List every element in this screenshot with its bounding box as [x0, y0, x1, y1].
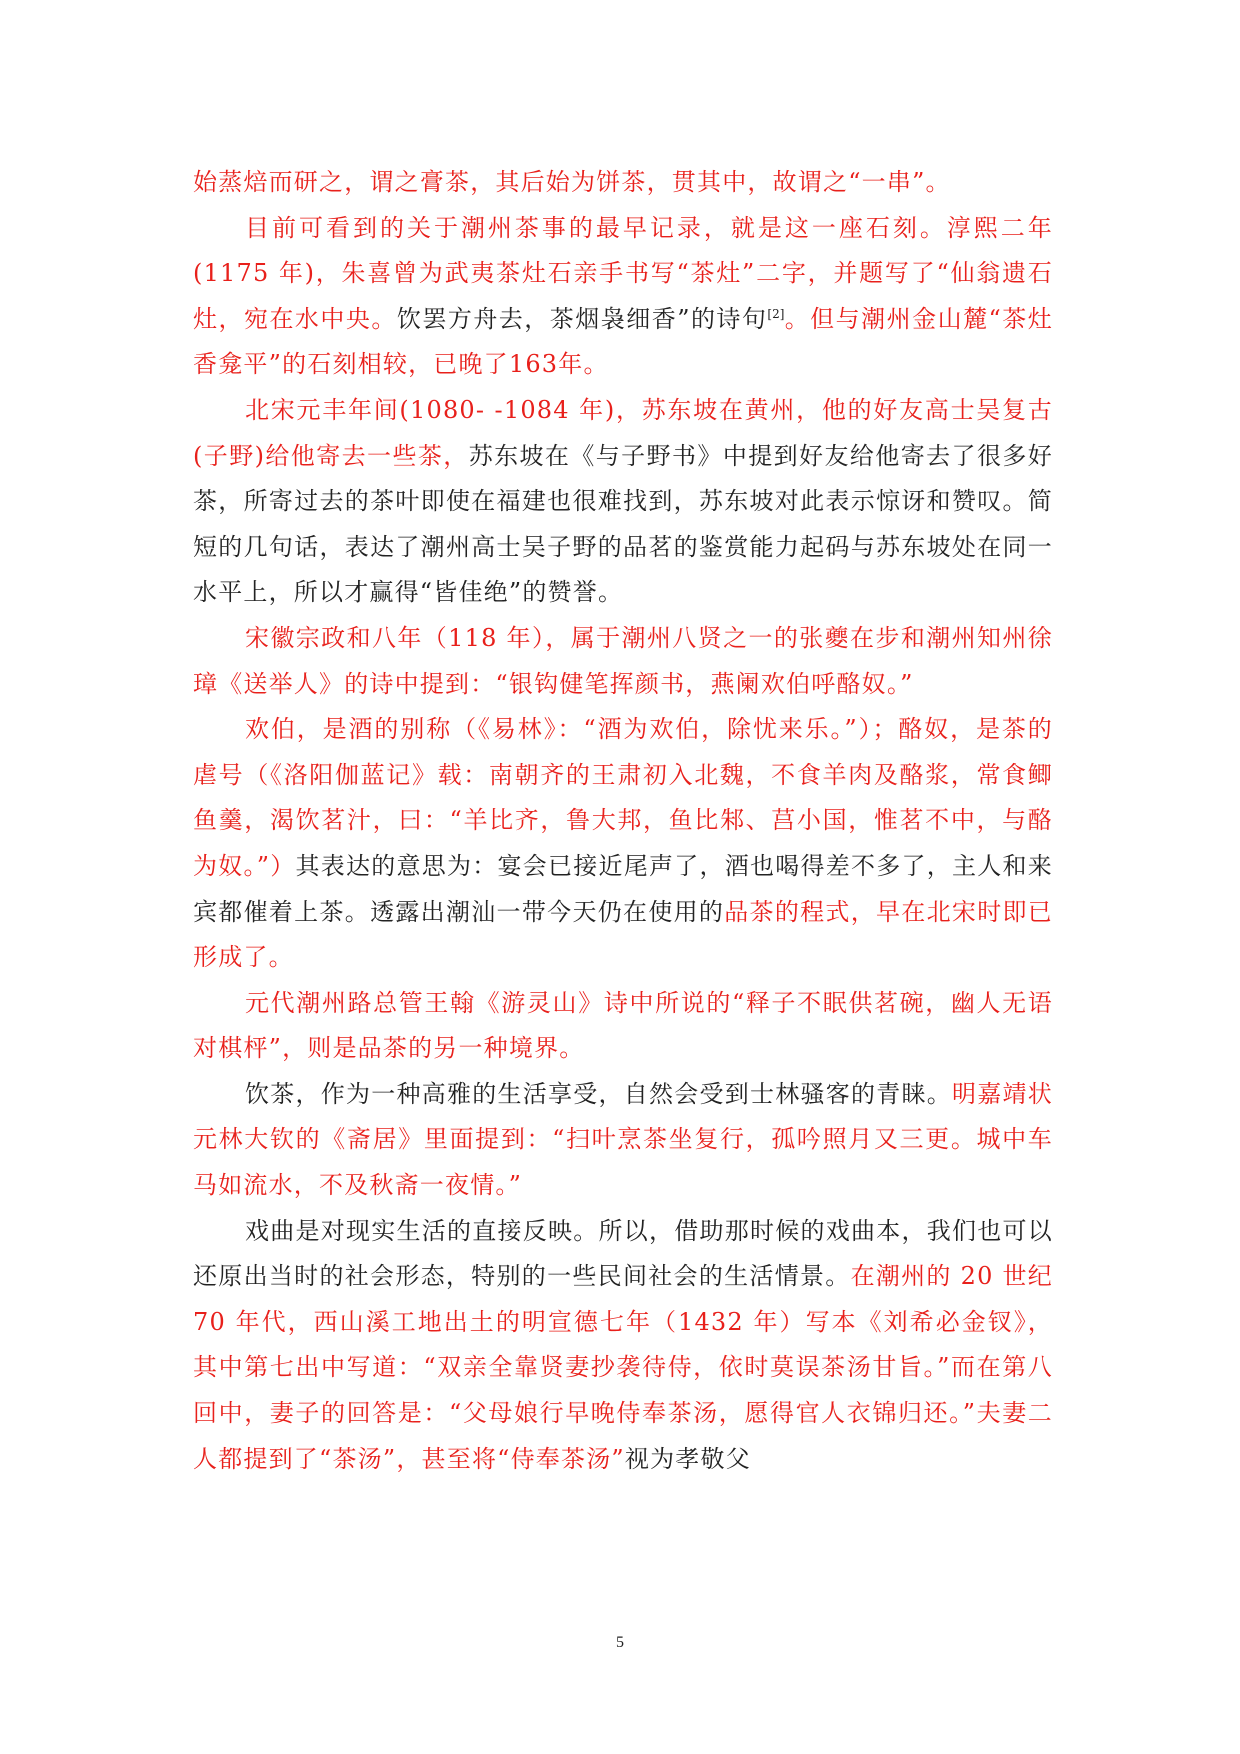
text-run: 欢伯，是酒的别称（《易林》：“酒为欢伯，除忧来乐。”）；酪奴，是茶的虐号（《洛阳伽蓝记》载：南朝齐的王肃初入北魏，不食羊肉及酪浆，常食鲫鱼羹，渴饮茗汁，曰：“羊比齐，鲁大邦，鱼比邾、莒小国，惟茗不中，与酪为奴。”） [193, 715, 1053, 880]
text-run: 目前可看到的关于潮州茶事的最早记录，就是这一座石刻。淳熙二年(1175 年)，朱喜曾为武夷茶灶石亲手书写“茶灶”二字，并题写了“仙翁遗石灶，宛在水中央。 [193, 213, 1053, 333]
text-run: 饮茶，作为一种高雅的生活享受，自然会受到士林骚客的青睐。 [245, 1079, 953, 1108]
text-run: 饮罢方舟去，茶烟袅细香”的诗句 [396, 304, 768, 333]
text-run: 北宋元丰年间(1080- -1084 年)，苏东坡在黄州，他的好友高士吴复古(子野)给他寄去一些茶， [193, 395, 1053, 470]
paragraph [193, 388, 1053, 616]
text-run: 始蒸焙而研之，谓之膏茶，其后始为饼茶，贯其中，故谓之“一串”。 [193, 168, 951, 196]
text-run: 戏曲是对现实生活的直接反映。所以，借助那时候的戏曲本，我们也可以还原出当时的社会形态，特别的一些民间社会的生活情景。 [193, 1216, 1053, 1291]
paragraph [193, 616, 1053, 707]
paragraph [193, 206, 1053, 388]
page-number: 5 [616, 1634, 624, 1651]
text-run: 品茶的程式，早在北宋时即已形成了。 [193, 897, 1053, 972]
paragraph [193, 1072, 1053, 1209]
paragraph [193, 707, 1053, 981]
paragraph [193, 160, 1053, 206]
text-run: 明嘉靖状元林大钦的《斋居》里面提到：“扫叶烹茶坐复行，孤吟照月又三更。城中车马如流水，不及秋斋一夜情。” [193, 1079, 1053, 1200]
text-run: 在潮州的 20 世纪 70 年代，西山溪工地出土的明宣德七年（1432 年）写本《刘希必金钗》，其中第七出中写道：“双亲全靠贤妻抄袭待侍，依时莫误茶汤甘旨。”而在第八回中，妻子的回答是：“父母娘行早晚侍奉茶汤，愿得官人衣锦归还。”夫妻二人都提到了“茶汤”，甚至将“侍奉茶汤” [193, 1262, 1053, 1473]
citation-superscript: [2] [767, 306, 785, 321]
paragraph [193, 1209, 1053, 1483]
paragraph [193, 981, 1053, 1072]
text-run: 宋徽宗政和八年（118 年），属于潮州八贤之一的张夔在步和潮州知州徐璋《送举人》的诗中提到：“银钩健笔挥颜书，燕阑欢伯呼酪奴。” [193, 623, 1053, 698]
text-run: 。但与潮州金山麓“茶灶香龛平”的石刻相较，已晚了163年。 [193, 304, 1053, 379]
page-body [193, 160, 1053, 1482]
text-run: 元代潮州路总管王翰《游灵山》诗中所说的“释子不眠供茗碗，幽人无语对棋枰”，则是品茶的另一种境界。 [193, 988, 1053, 1063]
text-run: 其表达的意思为：宴会已接近尾声了，酒也喝得差不多了，主人和来宾都催着上茶。透露出潮汕一带今天仍在使用的 [193, 851, 1053, 926]
text-run: 苏东坡在《与子野书》中提到好友给他寄去了很多好茶，所寄过去的茶叶即使在福建也很难找到，苏东坡对此表示惊讶和赞叹。简短的几句话，表达了潮州高士吴子野的品茗的鉴赏能力起码与苏东坡处在同一水平上，所以才赢得“皆佳绝”的赞誉。 [193, 441, 1053, 607]
text-run: 视为孝敬父 [624, 1444, 751, 1473]
